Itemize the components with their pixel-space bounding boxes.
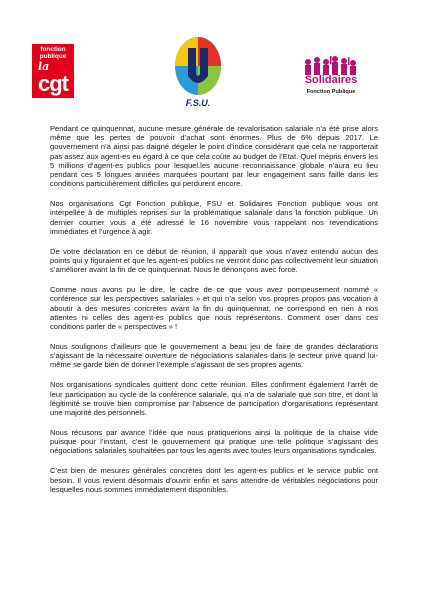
cgt-logo-word: cgt: [38, 71, 68, 96]
paragraph-2: Nos organisations Cgt Fonction publique, FSU et Solidaires Fonction publique vous ont interpellée à de multiples reprises sur la problématique salariale dans la fonction publique. Un dernier courrier vous a été adressé le 16 novembre vous rappelant nos revendications immédiates et l’urgence à agir.: [50, 199, 378, 236]
paragraph-5: Nous soulignons d’ailleurs que le gouvernement a beau jeu de faire de grandes déclarations s’agissant de la nécessaire ouverture de négociations salariales dans le secteur privé quand lui-même se garde bien de donner l’exemple s’agissant de ses propres agents.: [50, 342, 378, 370]
cgt-logo: [32, 44, 74, 98]
solidaires-crowd-icon: [300, 56, 362, 76]
paragraph-3: De votre déclaration en ce début de réunion, il apparaît que vous n’avez entendu aucun des points qui y figuraient et que les agent-es publics ne verront donc pas collectivement leur situation s’améliorer avant la fin de ce quinquennat. Nous le dénonçons avec force.: [50, 246, 378, 275]
logos-header: [0, 0, 424, 116]
cgt-logo-top-text: fonction publique: [39, 46, 67, 60]
solidaires-logo: [294, 56, 368, 110]
fsu-logo: [166, 36, 238, 114]
paragraph-6: Nos organisations syndicales quittent donc cette réunion. Elles confirment également l’arrêt de leur participation au cycle de la conférence salariale, qui n’a de salariale que son titre, et dont la légitimité se trouve bien compromise par l’absence de participation d’organisations représentant une majorité des personnels.: [50, 380, 378, 418]
paragraph-8: C’est bien de mesures générales concrètes dont les agent-es publics et le service public ont besoin. Il vous revient désormais d’ouvrir enfin et sans attendre de véritables négociations pour lesquelles nous sommes immédiatement disponibles.: [50, 466, 378, 494]
paragraph-7: Nous récusons par avance l’idée que nous pratiquerions ainsi la politique de la chaise vide puisque pour l’instant, c’est le gouvernement qui pratique une telle politique s’agissant des négociations salariales souhaitées par tous les agents avec toutes leurs organisations syndicales.: [50, 428, 378, 456]
solidaires-logo-name: Solidaires: [304, 74, 358, 86]
paragraph-4: Comme nous avons pu le dire, le cadre de ce que vous avez pompeusement nommé « conférence sur les perspectives salariales » et qui n’a selon vos propres propos pas vocation à aboutir à des mesures concrètes avant la fin du quinquennat, ne correspond en rien à nos attentes ni celles des agent-es publics que nous représentons. Comment oser dans ces conditions parler de « perspectives » !: [50, 285, 378, 332]
fsu-logo-name: F.S.U.: [185, 98, 211, 108]
cgt-logo-la: la: [38, 60, 50, 73]
paragraph-1: Pendant ce quinquennat, aucune mesure générale de revalorisation salariale n’a été prise alors même que les pertes de pouvoir d’achat sont énormes. Plus de 6% depuis 2017. Le gouvernement n’a ainsi pas daigné dégeler le point d’indice considérant que cela ne rapporterait pas assez aux agent-es eu égard à ce que cela coûte au budget de l’Etat. Quel mépris envers les 5 millions d’agent-es publics pour lesquel.les aucune reconnaissance globale n’aura eu lieu pendant ces 5 longues années marquées pourtant par leur engagement sans faille dans les conditions particulièrement difficiles qui perdurent encore.: [50, 124, 378, 189]
fsu-logo-mark: [174, 36, 222, 96]
solidaires-logo-sub: Fonction Publique: [306, 89, 356, 95]
letter-body: [50, 124, 378, 505]
